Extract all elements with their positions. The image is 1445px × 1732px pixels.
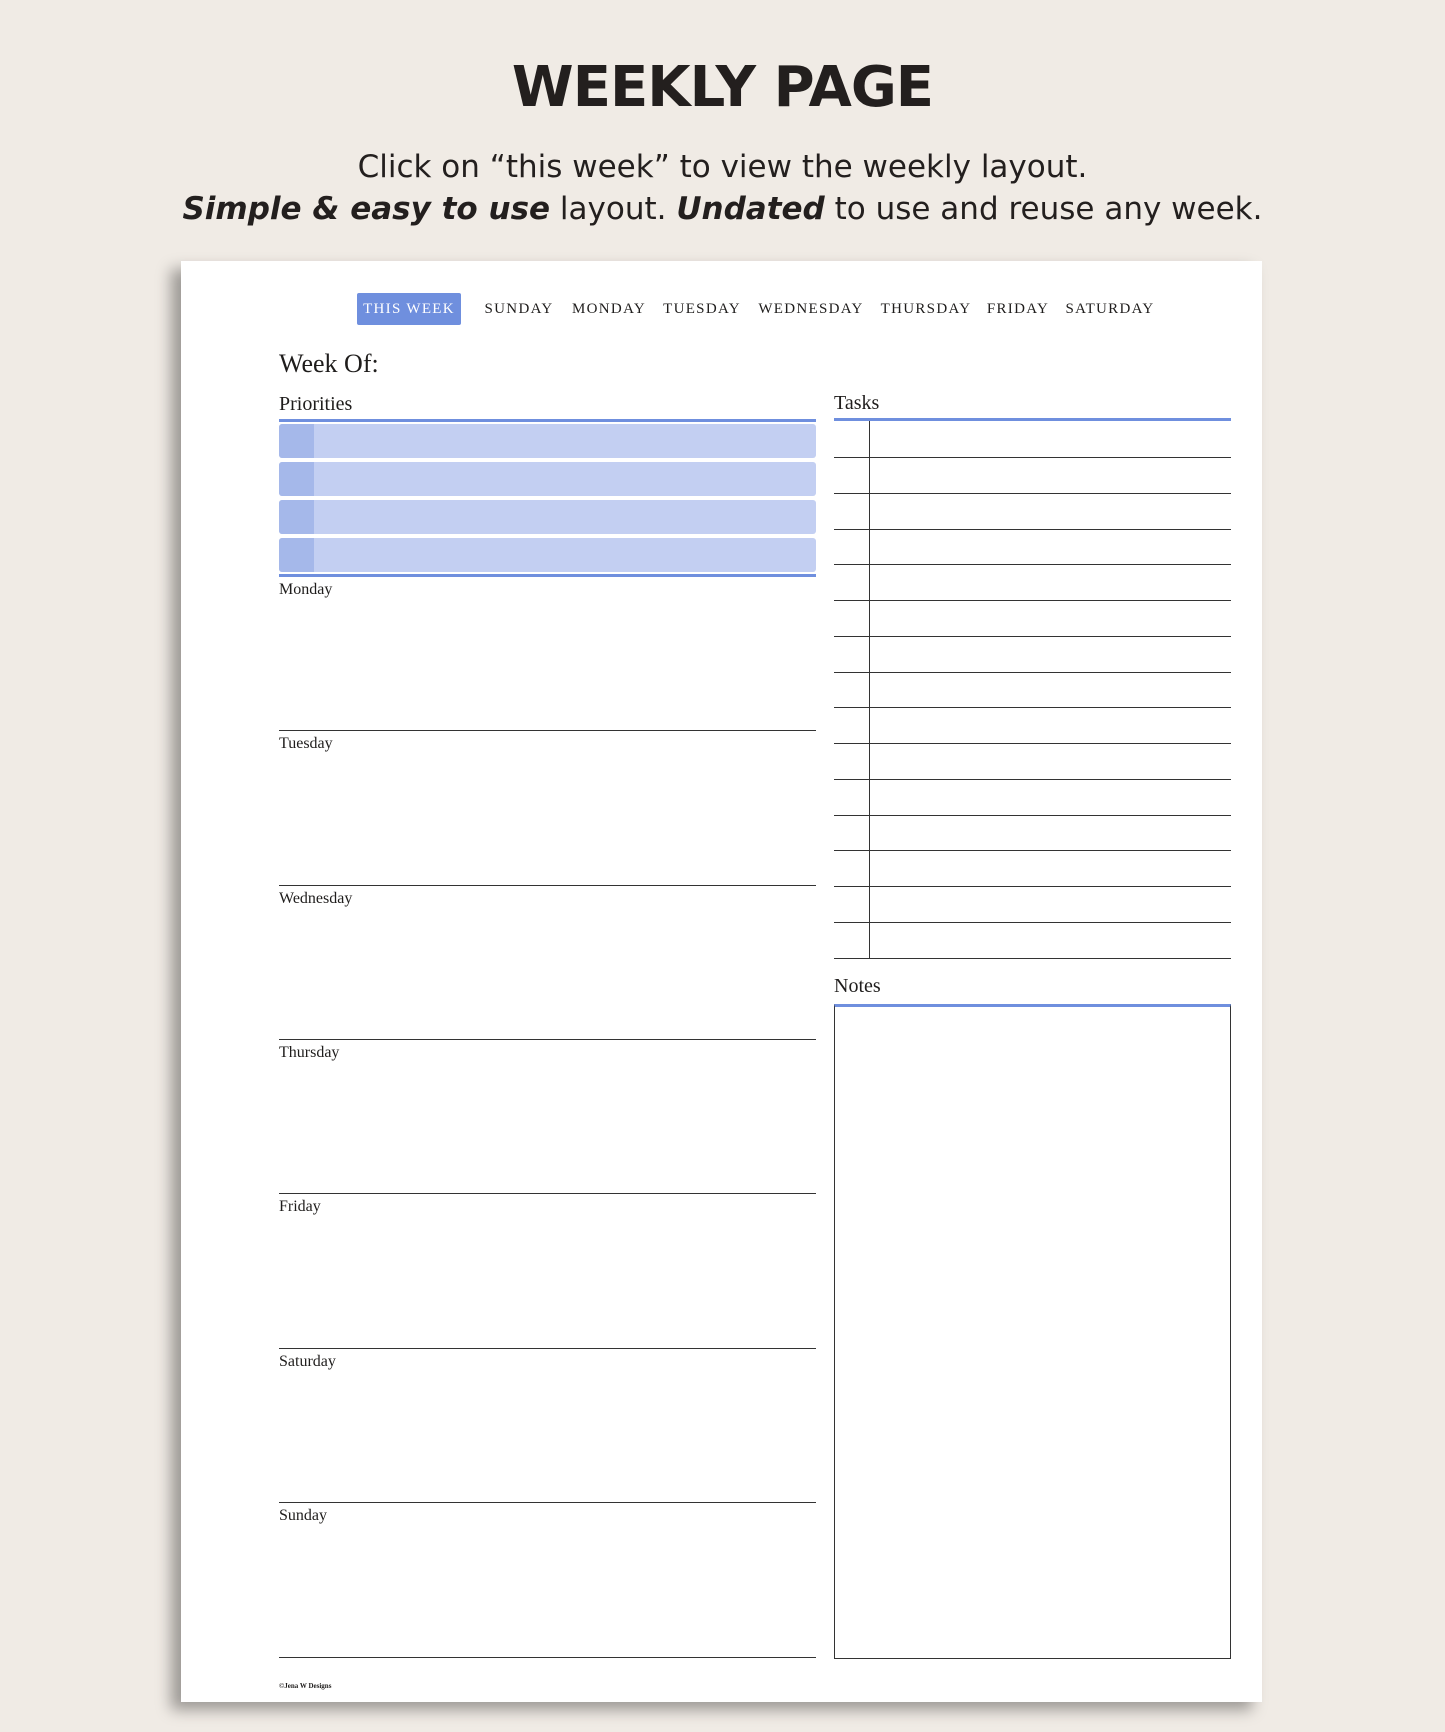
task-line[interactable] (834, 707, 1231, 708)
day-divider (279, 1348, 816, 1349)
promo-instructions: Click on “this week” to view the weekly layout. (357, 149, 1088, 185)
day-label-friday: Friday (279, 1198, 321, 1215)
tagline-text-end: to use and reuse any week. (824, 191, 1263, 227)
task-line[interactable] (834, 815, 1231, 816)
priority-item[interactable] (279, 424, 816, 458)
task-line[interactable] (834, 958, 1231, 959)
task-line[interactable] (834, 922, 1231, 923)
day-label-monday: Monday (279, 581, 333, 598)
promo-title: WEEKLY PAGE (511, 55, 934, 120)
tasks-top-rule (834, 418, 1231, 421)
tasks-heading: Tasks (834, 392, 880, 414)
day-divider (279, 1039, 816, 1040)
nav-tab-tuesday[interactable]: TUESDAY (663, 301, 741, 317)
task-line[interactable] (834, 672, 1231, 673)
task-line[interactable] (834, 564, 1231, 565)
priority-item[interactable] (279, 500, 816, 534)
designer-credit: ©Jena W Designs (279, 1682, 332, 1690)
task-line[interactable] (834, 493, 1231, 494)
task-line[interactable] (834, 886, 1231, 887)
day-label-tuesday: Tuesday (279, 735, 333, 752)
promo-tagline (0, 191, 1445, 227)
day-divider (279, 1193, 816, 1194)
planner-nav (181, 293, 1262, 325)
day-divider (279, 730, 816, 731)
day-label-thursday: Thursday (279, 1044, 340, 1061)
tagline-bold-undated: Undated (676, 191, 825, 227)
task-line[interactable] (834, 743, 1231, 744)
priority-item[interactable] (279, 462, 816, 496)
priorities-bottom-rule (279, 574, 816, 577)
priorities-top-rule (279, 419, 816, 422)
priority-checkbox[interactable] (279, 462, 314, 496)
priority-checkbox[interactable] (279, 500, 314, 534)
task-line[interactable] (834, 457, 1231, 458)
nav-tab-friday[interactable]: FRIDAY (986, 301, 1050, 317)
nav-tab-monday[interactable]: MONDAY (572, 301, 646, 317)
task-line[interactable] (834, 779, 1231, 780)
day-divider (279, 1657, 816, 1658)
nav-tab-sunday[interactable]: SUNDAY (484, 301, 554, 317)
priority-item[interactable] (279, 538, 816, 572)
notes-heading: Notes (834, 975, 881, 997)
nav-tab-thursday[interactable]: THURSDAY (880, 301, 972, 317)
priority-checkbox[interactable] (279, 538, 314, 572)
priority-checkbox[interactable] (279, 424, 314, 458)
planner-sheet (181, 261, 1262, 1702)
tagline-bold-simple: Simple & easy to use (182, 191, 551, 227)
task-line[interactable] (834, 850, 1231, 851)
week-of-label: Week Of: (279, 349, 379, 378)
day-divider (279, 1502, 816, 1503)
task-line[interactable] (834, 529, 1231, 530)
task-line[interactable] (834, 600, 1231, 601)
nav-tab-wednesday[interactable]: WEDNESDAY (758, 301, 864, 317)
nav-tab-this-week[interactable]: THIS WEEK (357, 293, 461, 325)
notes-area[interactable] (834, 1004, 1231, 1659)
task-line[interactable] (834, 636, 1231, 637)
tasks-checkbox-column (869, 421, 870, 958)
tagline-text: layout. (550, 191, 677, 227)
day-label-wednesday: Wednesday (279, 890, 353, 907)
nav-tab-saturday[interactable]: SATURDAY (1065, 301, 1155, 317)
day-label-saturday: Saturday (279, 1353, 336, 1370)
priorities-heading: Priorities (279, 393, 353, 415)
day-label-sunday: Sunday (279, 1507, 327, 1524)
day-divider (279, 885, 816, 886)
